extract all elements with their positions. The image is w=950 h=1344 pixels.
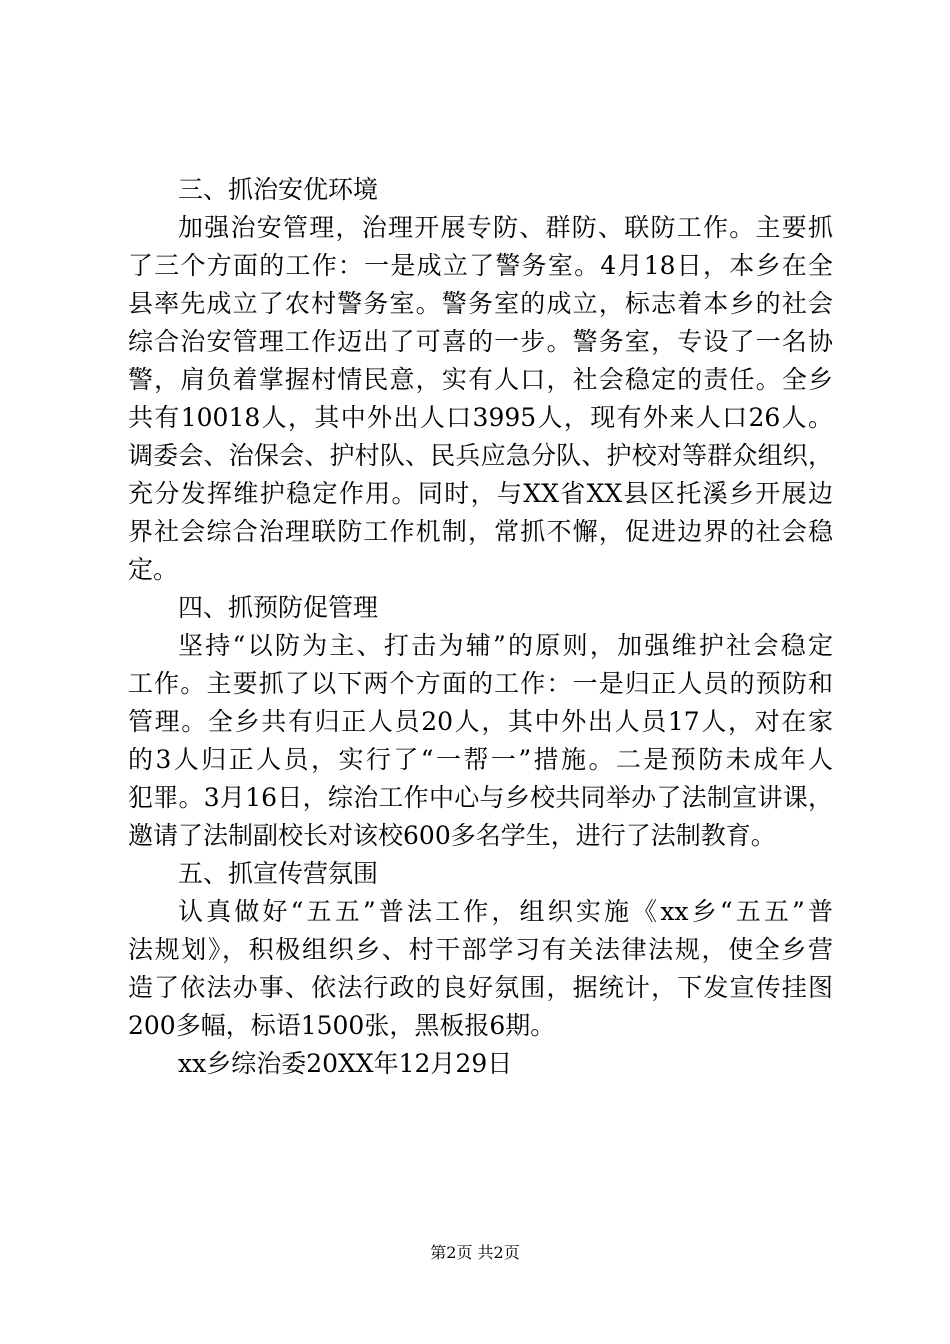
text-line: 了三个方面的工作：一是成立了警务室。4月18日，本乡在全 [128,251,833,280]
text-line: xx乡综治委20XX年12月29日 [178,1049,513,1078]
text-line: 界社会综合治理联防工作机制，常抓不懈，促进边界的社会稳 [128,517,833,546]
text-line: 综合治安管理工作迈出了可喜的一步。警务室，专设了一名协 [128,327,833,356]
text-line: 充分发挥维护稳定作用。同时，与XX省XX县区托溪乡开展边 [128,479,833,508]
text-line: 工作。主要抓了以下两个方面的工作：一是归正人员的预防和 [128,669,833,698]
text-line: 调委会、治保会、护村队、民兵应急分队、护校对等群众组织， [128,441,833,470]
text-line: 定。 [128,555,179,584]
text-line: 认真做好“五五”普法工作，组织实施《xx乡“五五”普 [178,897,833,926]
text-line: 造了依法办事、依法行政的良好氛围，据统计，下发宣传挂图 [128,973,833,1002]
text-line: 管理。全乡共有归正人员20人，其中外出人员17人，对在家 [128,707,833,736]
text-line: 五、抓宣传营氛围 [178,859,379,888]
document-body [128,171,833,1083]
text-line: 的3人归正人员，实行了“一帮一”措施。二是预防未成年人 [128,745,833,774]
text-line: 法规划》，积极组织乡、村干部学习有关法律法规，使全乡营 [128,935,833,964]
text-line: 共有10018人，其中外出人口3995人，现有外来人口26人。 [128,403,833,432]
text-line: 200多幅，标语1500张，黑板报6期。 [128,1011,556,1040]
text-line: 加强治安管理，治理开展专防、群防、联防工作。主要抓 [178,213,833,242]
text-line: 县率先成立了农村警务室。警务室的成立，标志着本乡的社会 [128,289,833,318]
text-line: 警，肩负着掌握村情民意，实有人口，社会稳定的责任。全乡 [128,365,833,394]
text-line: 坚持“以防为主、打击为辅”的原则，加强维护社会稳定 [178,631,833,660]
text-line: 四、抓预防促管理 [178,593,379,622]
text-line: 犯罪。3月16日，综治工作中心与乡校共同举办了法制宣讲课， [128,783,833,812]
text-line: 邀请了法制副校长对该校600多名学生，进行了法制教育。 [128,821,776,850]
page-footer: 第2页 共2页 [430,1243,520,1262]
text-line: 三、抓治安优环境 [178,175,379,204]
